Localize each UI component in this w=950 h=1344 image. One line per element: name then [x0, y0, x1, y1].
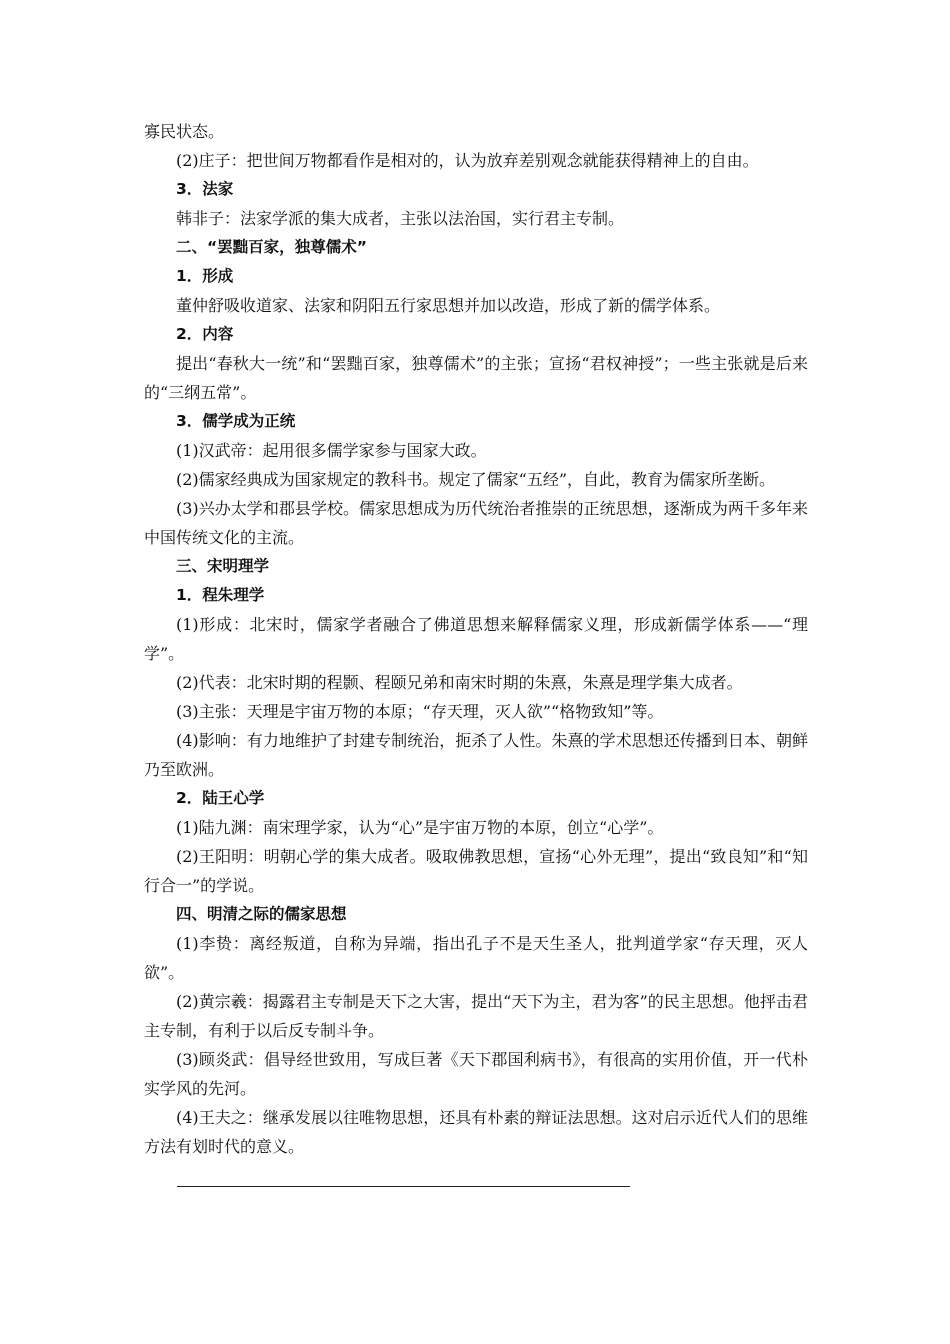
body-paragraph: (4)影响：有力地维护了封建专制统治，扼杀了人性。朱熹的学术思想还传播到日本、朝鲜乃至欧洲。: [144, 731, 808, 779]
body-paragraph: (2)庄子：把世间万物都看作是相对的，认为放弃差别观念就能获得精神上的自由。: [176, 151, 759, 170]
footnote-divider: [177, 1186, 630, 1187]
body-paragraph: (3)顾炎武：倡导经世致用，写成巨著《天下郡国利病书》，有很高的实用价值，开一代朴实学风的先河。: [144, 1050, 808, 1098]
document-body: [144, 117, 808, 1161]
body-paragraph: (2)黄宗羲：揭露君主专制是天下之大害，提出“天下为主，君为客”的民主思想。他抨击君主专制，有利于以后反专制斗争。: [144, 992, 808, 1040]
body-paragraph: 寡民状态。: [144, 122, 225, 141]
body-paragraph: (1)陆九渊：南宋理学家，认为“心”是宇宙万物的本原，创立“心学”。: [176, 818, 664, 837]
section-heading: 三、宋明理学: [176, 557, 270, 575]
body-paragraph: (2)王阳明：明朝心学的集大成者。吸取佛教思想，宣扬“心外无理”，提出“致良知”和“知行合一”的学说。: [144, 847, 808, 895]
body-paragraph: 董仲舒吸收道家、法家和阴阳五行家思想并加以改造，形成了新的儒学体系。: [176, 296, 721, 315]
section-heading: 1．程朱理学: [176, 586, 265, 604]
section-heading: 1．形成: [176, 267, 234, 285]
body-paragraph: (1)汉武帝：起用很多儒学家参与国家大政。: [176, 441, 487, 460]
section-heading: 3．儒学成为正统: [176, 412, 296, 430]
body-paragraph: (1)李贽：离经叛道，自称为异端，指出孔子不是天生圣人，批判道学家“存天理，灭人欲”。: [144, 934, 808, 982]
section-heading: 二、“罢黜百家，独尊儒术”: [176, 238, 367, 256]
body-paragraph: 韩非子：法家学派的集大成者，主张以法治国，实行君主专制。: [176, 209, 625, 228]
body-paragraph: (3)兴办太学和郡县学校。儒家思想成为历代统治者推崇的正统思想，逐渐成为两千多年来中国传统文化的主流。: [144, 499, 808, 547]
section-heading: 四、明清之际的儒家思想: [176, 905, 347, 923]
section-heading: 2．陆王心学: [176, 789, 265, 807]
section-heading: 3．法家: [176, 180, 234, 198]
body-paragraph: (2)儒家经典成为国家规定的教科书。规定了儒家“五经”，自此，教育为儒家所垄断。: [176, 470, 776, 489]
body-paragraph: (1)形成：北宋时，儒家学者融合了佛道思想来解释儒家义理，形成新儒学体系——“理学”。: [144, 615, 808, 663]
section-heading: 2．内容: [176, 325, 234, 343]
body-paragraph: (2)代表：北宋时期的程颢、程颐兄弟和南宋时期的朱熹，朱熹是理学集大成者。: [176, 673, 743, 692]
body-paragraph: (4)王夫之：继承发展以往唯物思想，还具有朴素的辩证法思想。这对启示近代人们的思维方法有划时代的意义。: [144, 1108, 808, 1156]
body-paragraph: (3)主张：天理是宇宙万物的本原；“存天理，灭人欲”“格物致知”等。: [176, 702, 664, 721]
body-paragraph: 提出“春秋大一统”和“罢黜百家，独尊儒术”的主张；宣扬“君权神授”；一些主张就是后来的“三纲五常”。: [144, 354, 808, 402]
